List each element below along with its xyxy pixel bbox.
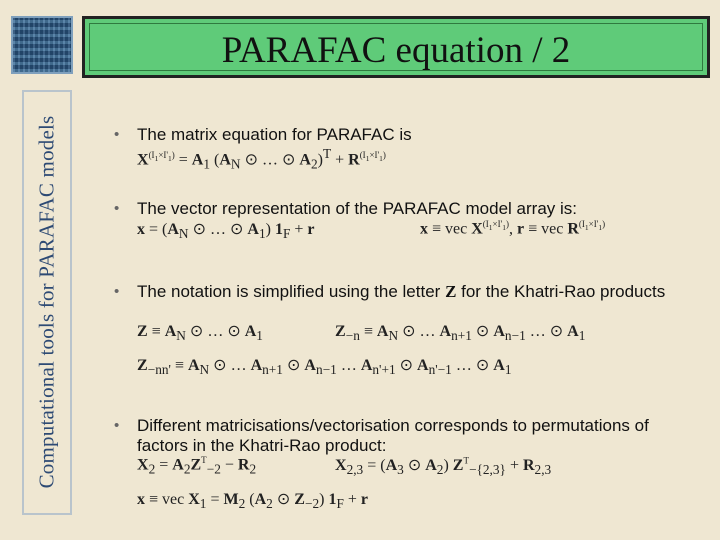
khatri-rao-letter: Z	[445, 282, 457, 301]
woven-texture-logo-icon	[11, 16, 73, 74]
equation-z-minus-n: $Z_{-n} \equiv A_N$ ⊙ … $A_{n+1}$ ⊙ $A_{n-1}$ … ⊙ $A_1$	[335, 323, 586, 344]
equation-z-definition: $Z \equiv A_N$ ⊙ … ⊙ $A_1$	[137, 323, 263, 344]
equation-z-minus-nn: $Z_{-nn'} \equiv A_N$ ⊙ … $A_{n+1}$ ⊙ $A_{n-1}$ … $A_{n'+1}$ ⊙ $A_{n'-1}$ … ⊙ $A_1$	[137, 357, 512, 378]
bullet-2	[114, 199, 689, 219]
bullet-dot-icon: •	[114, 200, 120, 217]
equation-x23: $X_{2,3} = (A_3$ ⊙ $A_2$) $Z^T_{-\{2,3\}} + R_{2,3}$	[335, 455, 552, 478]
bullet-dot-icon: •	[114, 283, 120, 300]
equation-vector-form: $x = (A_N$ ⊙ … ⊙ $A_1$) $1_F + r$	[137, 221, 315, 242]
equation-vec-definitions: x ≡ vec $X^{(I_1\times I'_1)}$, r ≡ vec $R^{(I_1\times I'_1)}$	[420, 219, 606, 238]
bullet-3	[114, 282, 689, 302]
bullet-1-text: The matrix equation for PARAFAC is	[137, 125, 412, 144]
bullet-dot-icon: •	[114, 126, 120, 143]
bullet-2-text: The vector representation of the PARAFAC model array is:	[137, 199, 577, 218]
slide-title: PARAFAC equation / 2	[221, 30, 571, 71]
title-bar	[82, 16, 710, 78]
bullet-3-text-after: for the Khatri-Rao products	[456, 282, 666, 301]
equation-matrix-form: $X^{(I_1\times I'_1)} = A_1$ ($A_N$ ⊙ … ⊙ $A_2)^T + R^{(I_1\times I'_1)}$	[137, 146, 386, 172]
bullet-3-text-before: The notation is simplified using the letter	[137, 282, 446, 301]
equation-vec-x1: x ≡ vec $X_1 = M_2$ ($A_2$ ⊙ $Z_{-2}$) $1_F + r$	[137, 491, 368, 512]
sidebar	[0, 0, 80, 540]
bullet-1	[114, 125, 689, 145]
sidebar-vertical-title: Computational tools for PARAFAC models	[34, 115, 59, 489]
equation-x2: $X_2 = A_2Z^T_{-2} - R_2$	[137, 455, 257, 477]
bullet-dot-icon: •	[114, 417, 120, 434]
bullet-4-text: Different matricisations/vectorisation corresponds to permutations of factors in the Khatri-Rao product:	[137, 416, 649, 455]
bullet-4	[114, 416, 689, 456]
